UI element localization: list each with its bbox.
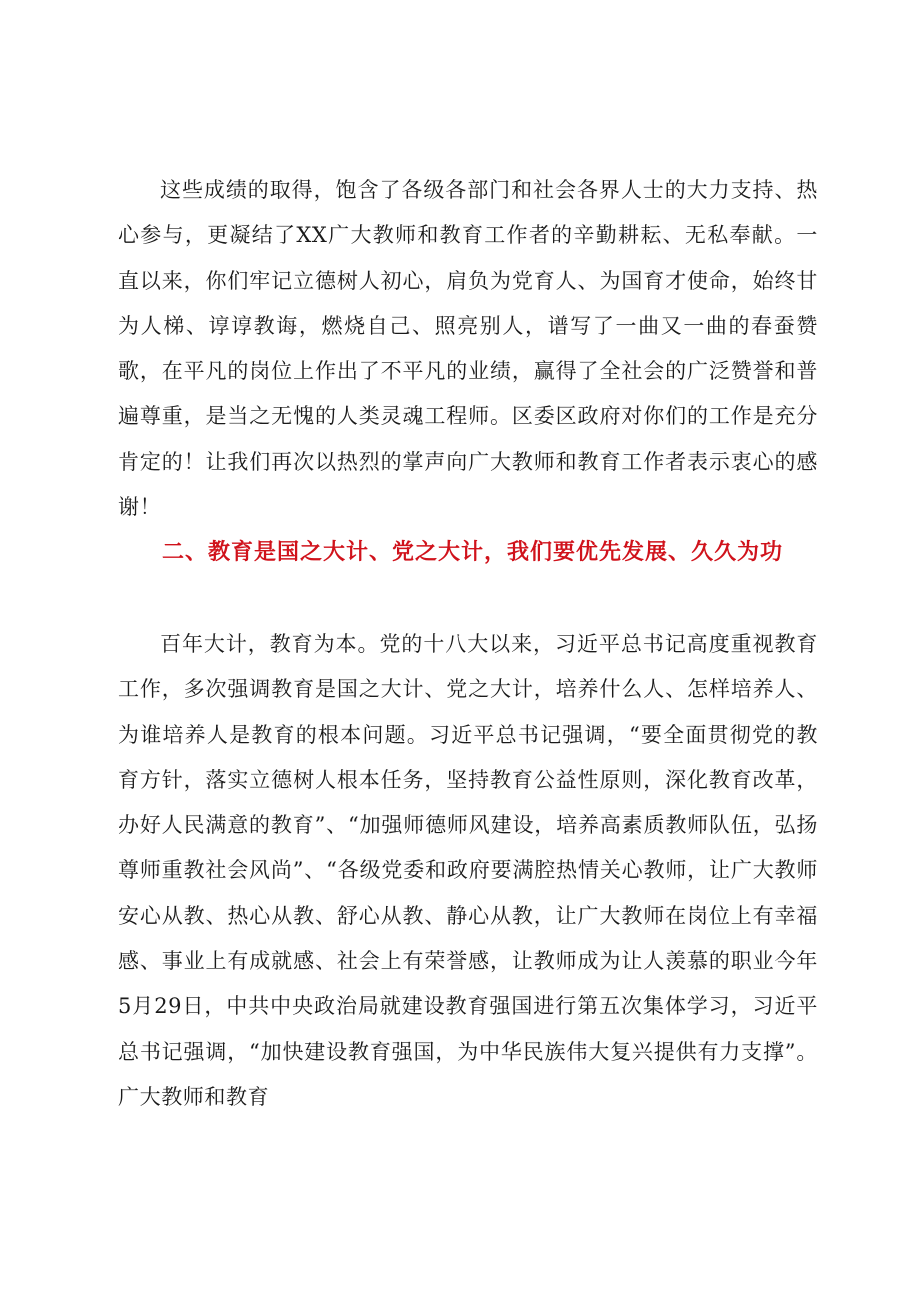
section-heading-text: 二、教育是国之大计、党之大计，我们要优先发展、久久为功	[162, 540, 784, 565]
body-paragraph-achievements	[118, 168, 818, 530]
paragraph-text: 这些成绩的取得，饱含了各级各部门和社会各界人士的大力支持、热心参与，更凝结了XX广大教师和教育工作者的辛勤耕耘、无私奉献。一直以来，你们牢记立德树人初心，肩负为党育人、为国育才使命，始终甘为人梯、谆谆教诲，燃烧自己、照亮别人，谱写了一曲又一曲的春蚕赞歌，在平凡的岗位上作出了不平凡的业绩，赢得了全社会的广泛赞誉和普遍尊重，是当之无愧的人类灵魂工程师。区委区政府对你们的工作是充分肯定的！让我们再次以热烈的掌声向广大教师和教育工作者表示衷心的感谢！	[118, 178, 818, 520]
paragraph-text: 百年大计，教育为本。党的十八大以来，习近平总书记高度重视教育工作，多次强调教育是国之大计、党之大计，培养什么人、怎样培养人、为谁培养人是教育的根本问题。习近平总书记强调，“要全面贯彻党的教育方针，落实立德树人根本任务，坚持教育公益性原则，深化教育改革，办好人民满意的教育”、“加强师德师风建设，培养高素质教师队伍，弘扬尊师重教社会风尚”、“各级党委和政府要满腔热情关心教师，让广大教师安心从教、热心从教、舒心从教、静心从教，让广大教师在岗位上有幸福感、事业上有成就感、社会上有荣誉感，让教师成为让人羡慕的职业今年5月29日，中共中央政治局就建设教育强国进行第五次集体学习，习近平总书记强调，“加快建设教育强国，为中华民族伟大复兴提供有力支撑”。广大教师和教育	[118, 632, 818, 1109]
section-heading-education-priority	[118, 530, 818, 575]
body-paragraph-education-plan	[118, 622, 818, 1120]
